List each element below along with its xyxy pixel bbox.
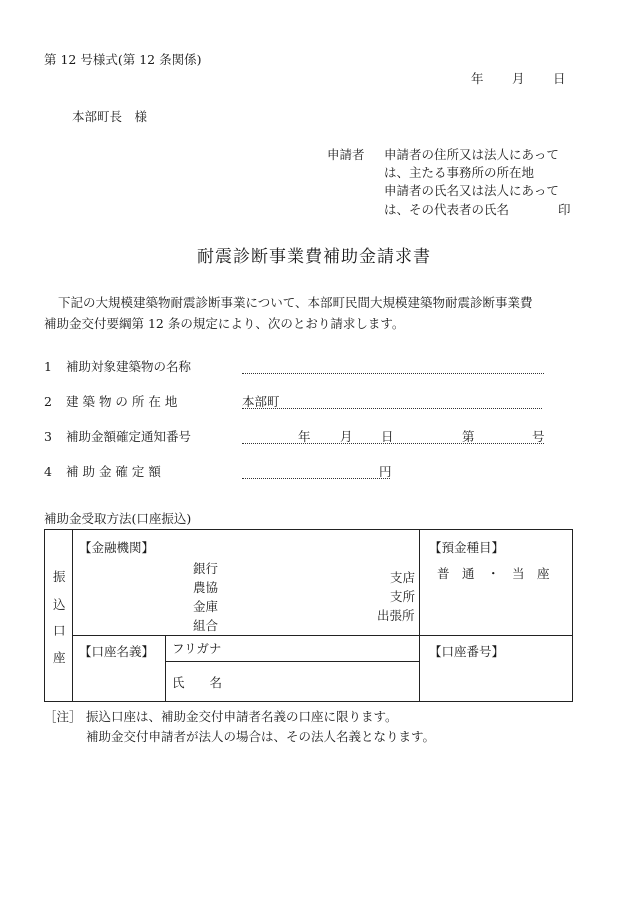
date-year: 年 (471, 71, 484, 86)
side-char: 振 (53, 569, 66, 584)
institution-header: 【金融機関】 (79, 540, 155, 555)
amount-unit: 円 (379, 464, 392, 479)
item-number: 2 (44, 394, 52, 409)
side-char: 口 (53, 623, 66, 638)
notice-no-suffix: 号 (532, 429, 545, 444)
item-number: 4 (44, 464, 52, 479)
deposit-options: 普 通 ・ 当 座 (437, 566, 550, 581)
body-line-2: 補助金交付要綱第 12 条の規定により、次のとおり請求します。 (44, 316, 405, 331)
notice-no-prefix: 第 (462, 429, 475, 444)
institution-type: 組合 (193, 618, 219, 633)
item-number: 1 (44, 359, 52, 374)
account-name-header-cell (73, 636, 166, 702)
applicant-label: 申請者 (327, 147, 365, 162)
date-day: 日 (553, 71, 566, 86)
side-char: 込 (53, 597, 66, 612)
amount-field[interactable] (242, 478, 390, 479)
item-number: 3 (44, 429, 52, 444)
notice-number-field[interactable] (242, 443, 544, 444)
applicant-line: は、その代表者の氏名 (384, 202, 510, 217)
institution-type: 銀行 (193, 561, 219, 576)
name-label: 氏 名 (172, 675, 223, 690)
account-number-cell[interactable] (420, 636, 573, 702)
item-label-notice-number: 補助金額確定通知番号 (66, 429, 192, 444)
note-line-2: 補助金交付申請者が法人の場合は、その法人名義となります。 (86, 729, 436, 744)
item-label-building-name: 補助対象建築物の名称 (66, 359, 192, 374)
notice-month: 月 (340, 429, 353, 444)
seal-mark: 印 (558, 202, 571, 217)
item-label-location: 建 築 物 の 所 在 地 (66, 394, 178, 409)
financial-institution-cell[interactable] (73, 530, 420, 636)
account-name-header: 【口座名義】 (79, 644, 155, 659)
deposit-header: 【預金種目】 (429, 540, 505, 555)
institution-type: 農協 (193, 580, 219, 595)
location-field[interactable] (242, 408, 542, 409)
form-number: 第 12 号様式(第 12 条関係) (44, 52, 202, 67)
bank-section-caption: 補助金受取方法(口座振込) (44, 511, 192, 526)
notice-day: 日 (381, 429, 394, 444)
document-title: 耐震診断事業費補助金請求書 (197, 247, 431, 267)
date-month: 月 (512, 71, 525, 86)
applicant-line: 申請者の氏名又は法人にあって (384, 183, 559, 198)
note-line-1: 振込口座は、補助金交付申請者名義の口座に限ります。 (86, 709, 398, 724)
addressee: 本部町長 様 (72, 109, 148, 124)
furigana-divider (166, 661, 419, 662)
body-line-1: 下記の大規模建築物耐震診断事業について、本部町民間大規模建築物耐震診断事業費 (58, 295, 533, 310)
account-number-header: 【口座番号】 (429, 644, 505, 659)
location-value: 本部町 (242, 394, 280, 409)
account-name-cell[interactable] (166, 636, 420, 702)
branch-type: 出張所 (377, 608, 415, 623)
institution-type: 金庫 (193, 599, 219, 614)
branch-type: 支店 (390, 570, 416, 585)
item-label-amount: 補 助 金 確 定 額 (66, 464, 161, 479)
applicant-line: 申請者の住所又は法人にあって (384, 147, 559, 162)
note-prefix: ［注］ (44, 709, 82, 724)
deposit-type-cell[interactable] (420, 530, 573, 636)
building-name-field[interactable] (242, 373, 544, 374)
furigana-label: フリガナ (172, 641, 222, 656)
side-char: 座 (53, 650, 66, 665)
notice-year: 年 (298, 429, 311, 444)
transfer-account-side-label (45, 530, 73, 702)
applicant-line: は、主たる事務所の所在地 (384, 165, 535, 180)
bank-account-table (44, 529, 573, 702)
branch-type: 支所 (390, 589, 416, 604)
